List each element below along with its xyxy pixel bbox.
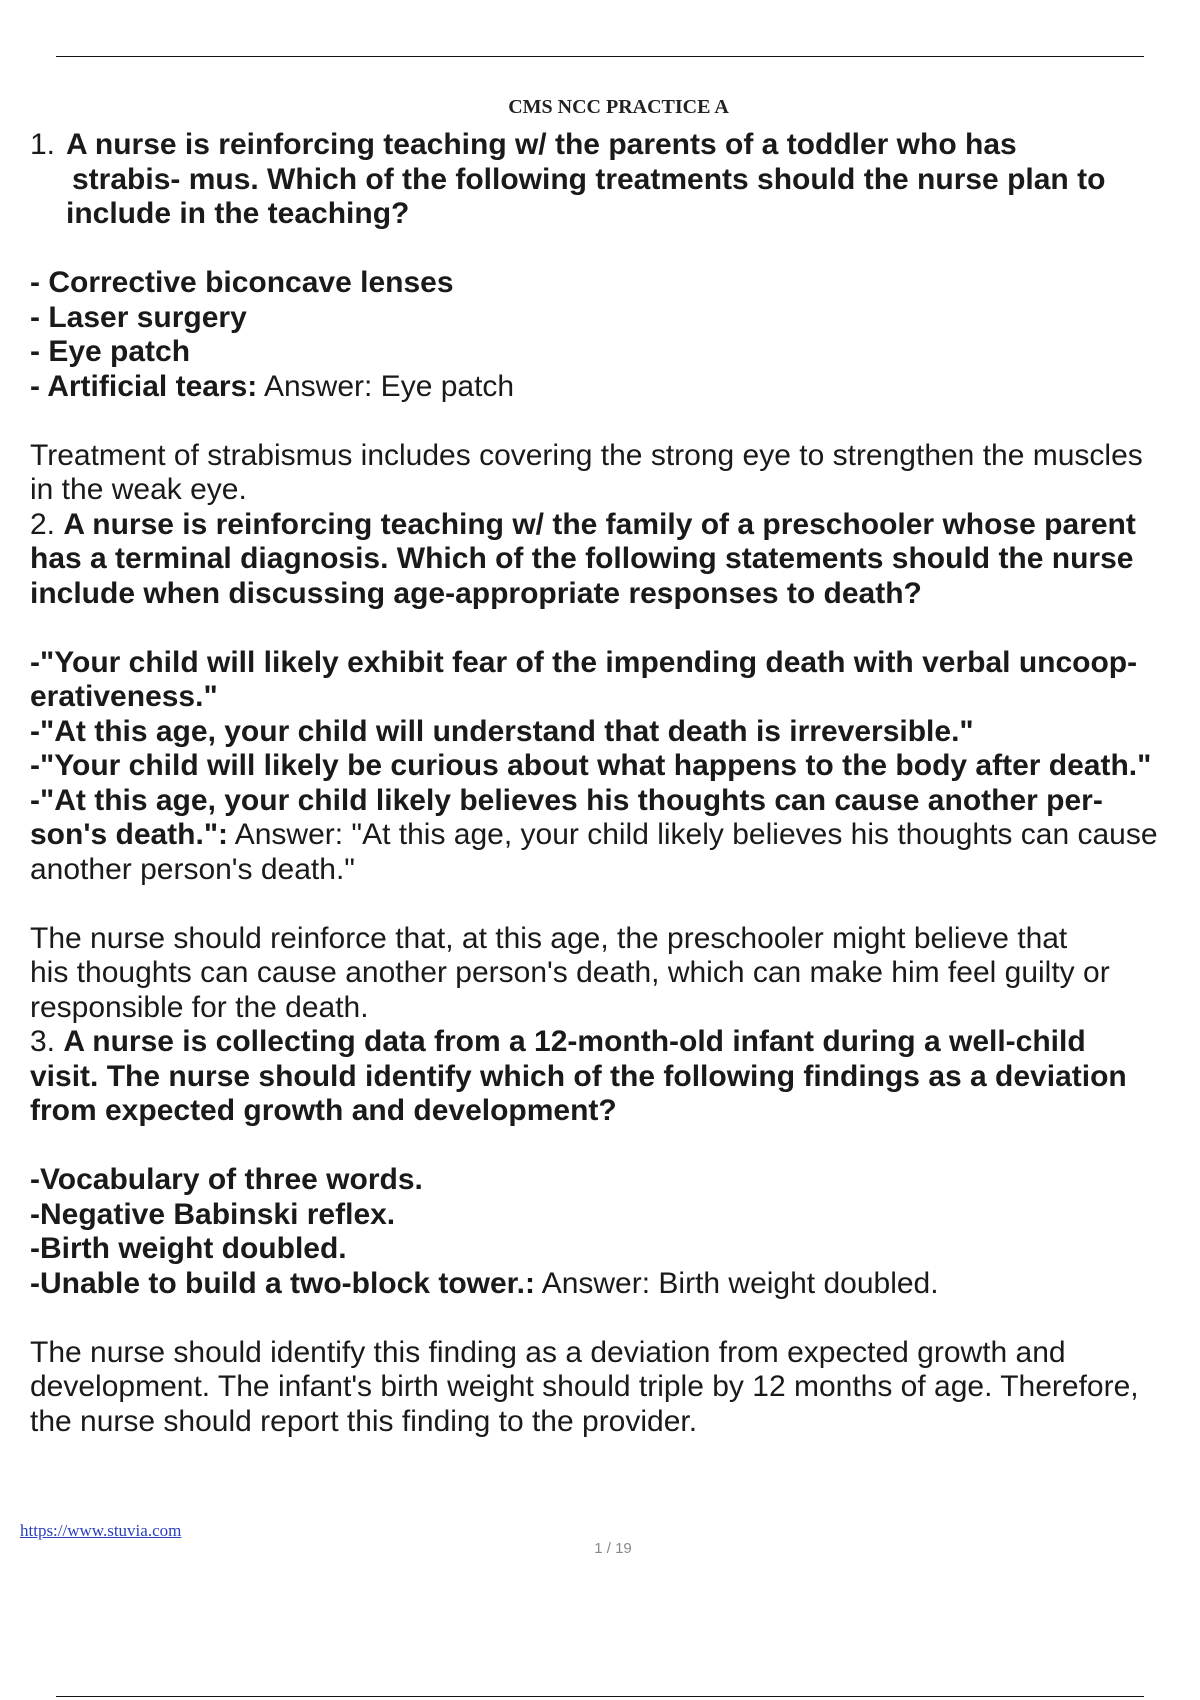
q2-rationale-line-2: his thoughts can cause another person's death, which can make him feel guilty or [30,956,1110,989]
q1-stem-line-1: 1. A nurse is reinforcing teaching w/ the parents of a toddler who has [30,128,1017,161]
q2-stem-line-1: 2. A nurse is reinforcing teaching w/ the family of a preschooler whose parent [30,507,1136,541]
q2-answer-cont: another person's death." [30,852,355,886]
q2-option-2: -"At this age, your child will understand that death is irreversible." [30,714,974,748]
q3-stem-line-1: 3. A nurse is collecting data from a 12-month-old infant during a well-child [30,1025,1086,1058]
q2-stem-line-3: include when discussing age-appropriate responses to death? [30,576,922,610]
stuvia-link[interactable]: https://www.stuvia.com [20,1521,182,1540]
q2-option-1: -"Your child will likely exhibit fear of the impending death with verbal uncoop- [30,645,1138,679]
q1-option-4: - Artificial tears: [30,369,258,403]
q3-answer: Answer: Birth weight doubled. [535,1266,939,1300]
spacer [30,887,1200,922]
q1-number: 1. [30,128,56,161]
q2-option-4-cont: son's death.": [30,818,229,851]
q1-answer: Answer: Eye patch [257,369,515,403]
spacer [30,232,1200,267]
q3-stem-line-3: from expected growth and development? [30,1094,617,1127]
spacer [30,1129,1200,1164]
q2-option-4: -"At this age, your child likely believes his thoughts can cause another per- [30,783,1103,817]
q1-option-4-with-answer [30,370,1200,405]
q2-stem-line-2: has a terminal diagnosis. Which of the following statements should the nurse [30,542,1134,575]
q2-option-4-cont-with-answer [30,818,1200,853]
spacer [30,404,1200,439]
q3-option-1: -Vocabulary of three words. [30,1163,423,1196]
q1-rationale-line-1: Treatment of strabismus includes covering the strong eye to strengthen the muscles [30,438,1143,472]
bottom-rule [56,1696,1144,1697]
q3-rationale-line-2: development. The infant's birth weight should triple by 12 months of age. Therefore, [30,1370,1139,1403]
q2-answer: Answer: "At this age, your child likely believes his thoughts can cause [228,818,1158,851]
spacer [30,1301,1200,1336]
q3-option-3: -Birth weight doubled. [30,1232,347,1265]
q3-number: 3. [30,1025,64,1058]
q1-option-3: - Eye patch [30,335,191,368]
q3-rationale-line-1: The nurse should identify this finding as a deviation from expected growth and [30,1335,1066,1369]
document-title: CMS NCC PRACTICE A [508,96,729,118]
q1-stem-line-3: include in the teaching? [66,197,410,230]
q1-option-2: - Laser surgery [30,300,247,334]
q3-option-4-with-answer [30,1267,1200,1302]
page-number: 1 / 19 [594,1540,632,1557]
q2-option-1-cont: erativeness." [30,680,218,713]
spacer [30,611,1200,646]
q3-option-2: -Negative Babinski reflex. [30,1197,396,1231]
q1-option-1: - Corrective biconcave lenses [30,266,454,299]
q2-option-3: -"Your child will likely be curious about what happens to the body after death." [30,749,1152,782]
q1-rationale-line-2: in the weak eye. [30,473,247,506]
q2-rationale-line-3: responsible for the death. [30,990,369,1024]
q1-stem-line-2: strabis- mus. Which of the following treatments should the nurse plan to [72,162,1106,196]
document-body [30,128,1200,1439]
q2-rationale-line-1: The nurse should reinforce that, at this age, the preschooler might believe that [30,921,1068,955]
q2-number: 2. [30,507,64,541]
q3-rationale-line-3: the nurse should report this finding to the provider. [30,1404,698,1438]
q3-option-4: -Unable to build a two-block tower.: [30,1266,536,1300]
q3-stem-line-2: visit. The nurse should identify which of the following findings as a deviation [30,1059,1127,1093]
top-rule [56,56,1144,57]
